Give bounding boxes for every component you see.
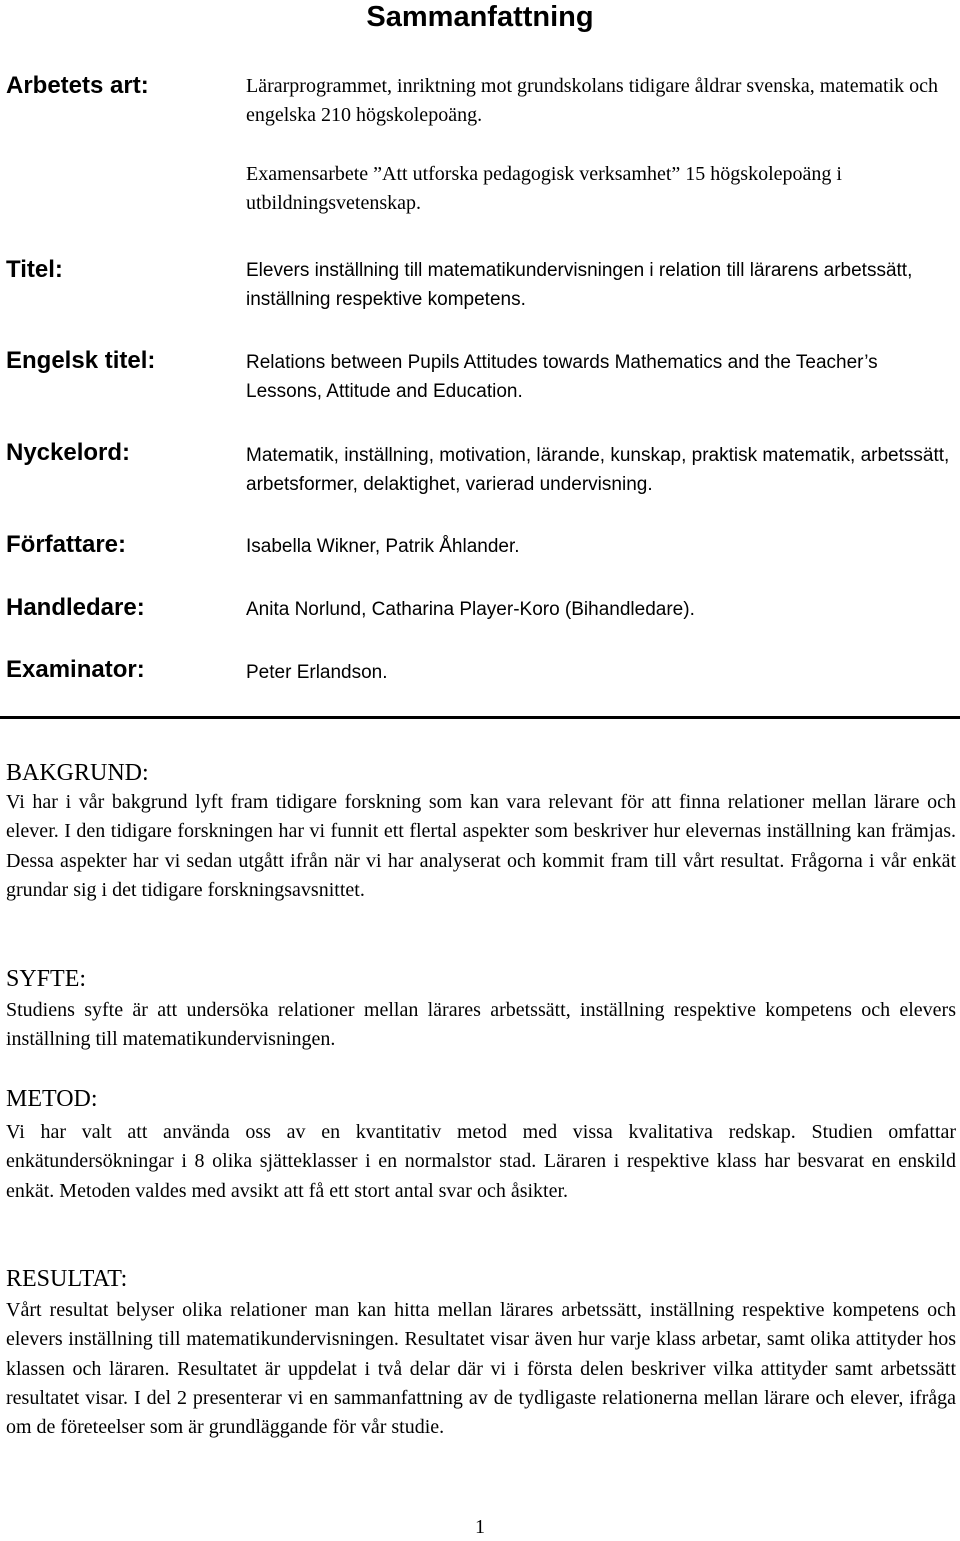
value-arbetets-art-examensarbete: Examensarbete ”Att utforska pedagogisk verksamhet” 15 högskolepoäng i utbildningsvetenskap.: [246, 163, 842, 214]
label-arbetets-art: Arbetets art:: [6, 72, 149, 99]
label-engelsk-titel: Engelsk titel:: [6, 347, 156, 374]
value-forfattare: Isabella Wikner, Patrik Åhlander.: [246, 536, 520, 557]
text-resultat: Vårt resultat belyser olika relationer man kan hitta mellan lärares arbetssätt, inställning respektive kompetens och elevers inställning till matematikundervisningen. Resultatet visar även hur varje klass arbetar, samt olika attityder hos klassen och läraren. Resultatet är uppdelat i två delar där vi i första delen beskriver vilka attityder samt arbetssätt resultatet visar. I del 2 presenterar vi en sammanfattning av de tydligaste relationerna mellan lärare och elever, ifråga om de företeelser som är grundläggande för vår studie.: [6, 1299, 956, 1439]
heading-bakgrund: BAKGRUND:: [6, 760, 149, 786]
divider-rule: [0, 716, 960, 719]
text-bakgrund: Vi har i vår bakgrund lyft fram tidigare forskning som kan vara relevant för att finna relationer mellan lärare och elever. I den tidigare forskningen har vi funnit ett flertal aspekter som beskriver hur elevernas inställning kan främjas. Dessa aspekter har vi sedan utgått ifrån när vi har analyserat och kommit fram till vårt resultat. Frågorna i vår enkät grundar sig i det tidigare forskningsavsnittet.: [6, 791, 956, 901]
text-metod: Vi har valt att använda oss av en kvantitativ metod med vissa kvalitativa redskap. Studien omfattar enkätundersökningar i 8 olika sjätteklasser i en normalstor stad. Läraren i respektive klass har besvarat en enskild enkät. Metoden valdes med avsikt att få ett stort antal svar och åsikter.: [6, 1121, 956, 1202]
value-arbetets-art-program: Lärarprogrammet, inriktning mot grundskolans tidigare åldrar svenska, matematik och engelska 210 högskolepoäng.: [246, 75, 939, 126]
value-examinator: Peter Erlandson.: [246, 662, 388, 683]
heading-metod: METOD:: [6, 1086, 98, 1112]
value-engelsk-titel: Relations between Pupils Attitudes towards Mathematics and the Teacher’s Lessons, Attitude and Education.: [246, 352, 878, 402]
page-title: Sammanfattning: [366, 1, 594, 33]
label-examinator: Examinator:: [6, 656, 145, 683]
heading-resultat: RESULTAT:: [6, 1266, 128, 1292]
text-syfte: Studiens syfte är att undersöka relationer mellan lärares arbetssätt, inställning respektive kompetens och elevers inställning till matematikundervisningen.: [6, 999, 956, 1051]
page-number: 1: [475, 1516, 485, 1538]
value-titel: Elevers inställning till matematikundervisningen i relation till lärarens arbetssätt, inställning respektive kompetens.: [246, 260, 913, 310]
label-forfattare: Författare:: [6, 531, 127, 558]
value-nyckelord: Matematik, inställning, motivation, lärande, kunskap, praktisk matematik, arbetssätt, arbetsformer, delaktighet, varierad undervisning.: [246, 445, 950, 495]
value-handledare: Anita Norlund, Catharina Player-Koro (Bihandledare).: [246, 599, 695, 620]
label-nyckelord: Nyckelord:: [6, 439, 131, 466]
label-handledare: Handledare:: [6, 594, 145, 621]
heading-syfte: SYFTE:: [6, 966, 87, 992]
label-titel: Titel:: [6, 256, 63, 283]
